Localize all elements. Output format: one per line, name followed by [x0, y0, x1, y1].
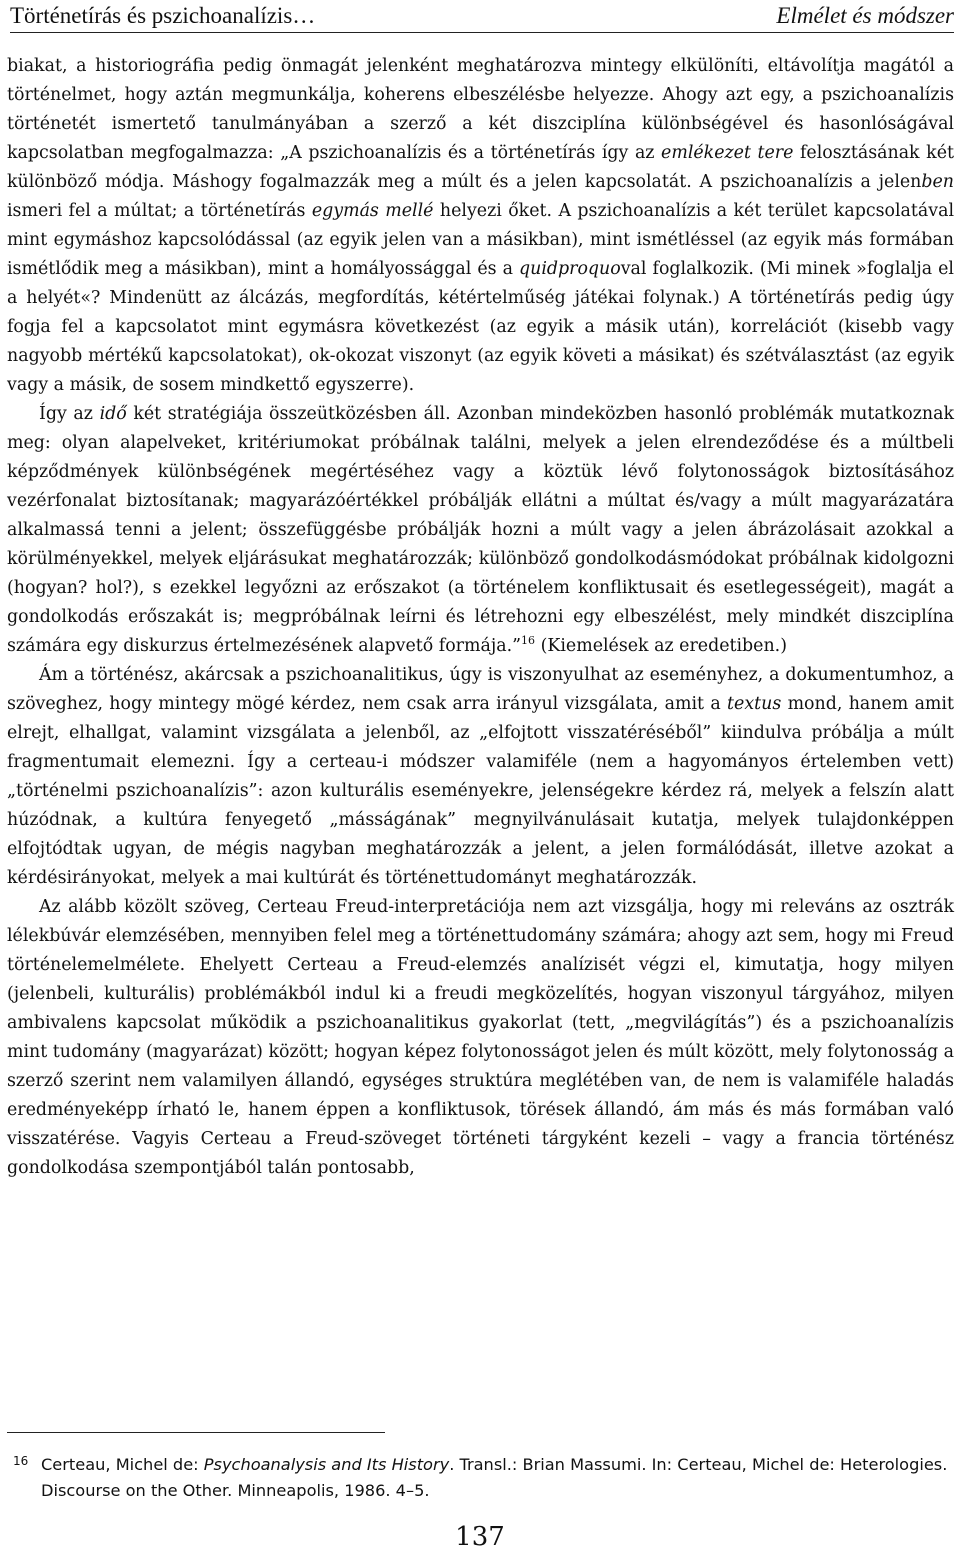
main-text [7, 52, 954, 1183]
italic-run: Psychoanalysis and Its History [203, 1455, 450, 1474]
text-run: felosztásának két különböző módja. Máshogy fogalmazzák meg a múlt és a jelen kapcsolatát. A pszichoanalízis a jelen [7, 143, 954, 192]
italic-run: idő [99, 404, 127, 424]
paragraph [7, 893, 954, 1183]
text-run: . Transl.: Brian Massumi. In: Certeau, Michel de: Heterologies. Discourse on the Other. Minneapolis, 1986. 4–5. [41, 1455, 948, 1500]
footnote-number: 16 [13, 1454, 29, 1468]
footnote-separator [7, 1432, 385, 1433]
italic-run: quidproquo [518, 259, 621, 279]
text-run: helyezi őket. A pszichoanalízis a két terület kapcsolatával mint egymáshoz kapcsolódással (az egyik jelen van a másikban), mint ismétléssel (az egyik más formában ismétlődik meg a másikban), mint a homályossággal és a [7, 201, 955, 279]
italic-run: ben [921, 172, 954, 192]
paragraph [7, 52, 954, 400]
text-run: két stratégiája összeütközésben áll. Azonban mindeközben hasonló problémák mutatkoznak meg: olyan alapelveket, kritériumokat próbálnak találni, melyek a jelen elrendeződése és a múltbeli képződmények különbségének megértéséhez vagy a köztük lévő folytonosságok biztosításához vezérfonalat biztosítanak; magyarázóértékkel próbálják ellátni a múltat és/vagy a múlt magyarázatára alkalmassá tenni a jelent; összefüggésbe próbálják hozni a múlt vagy a jelen ábrázolásait azokkal a körülményekkel, melyek eljárásukat meghatározzák; különböző gondolkodásmódokat próbálnak kidolgozni (hogyan? hol?), s ezekkel legyőzni az erőszakot (a történelem konfliktusait és esetlegességeit), magát a gondolkodás erőszakát is; megpróbálnak leírni és létrehozni egy elbeszélést, mely mindkét diszciplína számára egy diskurzus értelmezésének alapvető formája.” [7, 404, 954, 656]
paragraph [7, 400, 954, 661]
running-header [10, 2, 954, 33]
footnote-text [41, 1452, 954, 1504]
italic-run: textus [727, 694, 782, 714]
footnote-reference: 16 [521, 634, 536, 648]
text-run: (Kiemelések az eredetiben.) [535, 636, 787, 656]
header-section: Elmélet és módszer [776, 3, 954, 28]
text-run: Ám a történész, akárcsak a pszichoanalitikus, úgy is viszonyulhat az eseményhez, a dokumentumhoz, a szöveghez, hogy mintegy mögé kérdez, nem csak arra irányul vizsgálata, amit a [7, 665, 954, 714]
text-run: Így az [39, 404, 100, 424]
italic-run: emlékezet tere [661, 143, 794, 163]
text-run: biakat, a historiográfia pedig önmagát jelenként meghatározva mintegy elkülöníti, eltávolítja magától a történelmet, hogy aztán megmunkálja, koherens elbeszélésbe helyezze. Ahogy azt egy, a pszichoanalízis történetét ismertető tanulmányában a szerző a két diszciplína különbségével és hasonlóságával kapcsolatban megfogalmazza: „A pszichoanalízis és a történetírás így az [7, 56, 954, 163]
italic-run: egymás mellé [311, 201, 434, 221]
header-title: Történetírás és pszichoanalízis… [10, 3, 316, 28]
text-run: val foglalkozik. (Mi minek »foglalja el a helyét«? Mindenütt az álcázás, megfordítás, kétértelműség játékai folynak.) A történetírás pedig úgy fogja fel a kapcsolatot mint egymásra következést (az egyik a másik után), korrelációt (kisebb vagy nagyobb mértékű kapcsolatokat), ok-okozat viszonyt (az egyik követi a másikat) és szétválasztást (az egyik vagy a másik, de sosem mindkettő egyszerre). [7, 259, 954, 395]
page-number: 137 [455, 1522, 505, 1552]
footnote [7, 1452, 954, 1504]
text-run: ismeri fel a múltat; a történetírás [7, 201, 312, 221]
paragraph [7, 661, 954, 893]
text-run: mond, hanem amit elrejt, elhallgat, valamint vizsgálata a jelenből, az „elfojtott visszatéréséből” kiindulva próbálja a múlt fragmentumait elemezni. Így a certeau-i módszer valamiféle (nem a hagyományos értelemben vett) „történelmi pszichoanalízis”: azon kulturális eseményekre, jelenségekre kérdez rá, melyek a felszín alatt húzódnak, a kultúra fenyegető „másságának” megnyilvánulásait kutatja, melyek tulajdonképpen elfojtódtak ugyan, de mégis nagyban meghatározzák a jelent, a jelen formálódását, illetve azokat a kérdésirányokat, melyek a mai kultúrát és történettudományt meghatározzák. [7, 694, 954, 888]
text-run: Certeau, Michel de: [41, 1455, 204, 1474]
text-run: Az alább közölt szöveg, Certeau Freud-interpretációja nem azt vizsgálja, hogy mi releváns az osztrák lélekbúvár elemzésében, mennyiben felel meg a történettudomány számára; ahogy azt sem, hogy mi Freud történelemelmélete. Ehelyett Certeau a Freud-elemzés analízisét végzi el, kimutatja, hogy milyen (jelenbeli, kulturális) problémákból indul ki a freudi megközelítés, hogyan viszonyul tárgyához, milyen ambivalens kapcsolat működik a pszichoanalitikus gyakorlat (tett, „megvilágítás”) és a pszichoanalízis mint tudomány (magyarázat) között; hogyan képez folytonosságot jelen és múlt között, mely folytonosság a szerző szerint nem valamilyen állandó, egységes struktúra meglétében van, de nem is valamiféle haladás eredményeképp írható le, hanem éppen a konfliktusok, törések állandó, ám más és más formában való visszatérése. Vagyis Certeau a Freud-szöveget történeti tárgyként kezeli – vagy a francia történész gondolkodása szempontjából talán pontosabb, [7, 897, 954, 1178]
